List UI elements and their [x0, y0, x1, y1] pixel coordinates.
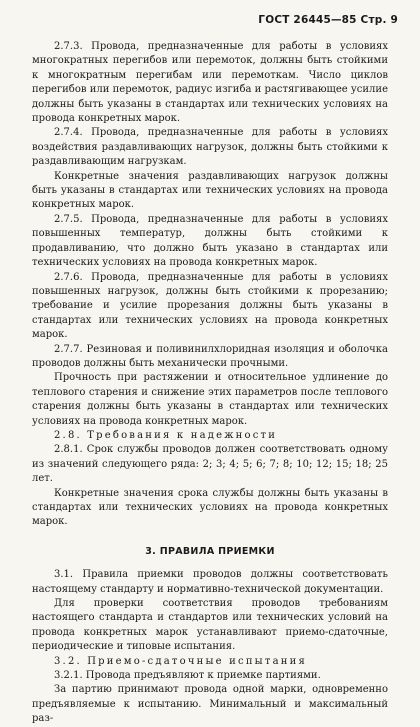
paragraph-2-7-6: 2.7.6. Провода, предназначенные для работы в условиях повышенных нагрузок, должны быть стойкими к прорезанию; требование и усилие прорезания должны быть указаны в стандартах или технических условиях на провода конкретных марок. — [32, 271, 388, 341]
paragraph-batch: За партию принимают провода одной марки, одновременно предъявляемые к испытанию. Минимальный и максимальный раз- — [32, 684, 388, 725]
paragraph-2-7-3: 2.7.3. Провода, предназначенные для работы в условиях многократных перегибов или перемоток, должны быть стойкими к многократным перегибам или перемоткам. Число циклов перегибов или перемоток, радиус изгиба и растягивающее усилие должны быть указаны в стандартах или технических условиях на провода конкретных марок. — [32, 41, 388, 125]
paragraph-2-8-1: 2.8.1. Срок службы проводов должен соответствовать одному из значений следующего ряда: 2; 3; 4; 5; 6; 7; 8; 10; 12; 15; 18; 25 лет. — [32, 444, 388, 485]
section-title-3: 3. ПРАВИЛА ПРИЕМКИ — [145, 545, 275, 557]
paragraph-3-1: 3.1. Правила приемки проводов должны соответствовать настоящему стандарту и нормативно-технической документации. — [32, 569, 388, 595]
paragraph-tests-types: Для проверки соответствия проводов требованиям настоящего стандарта и стандартов или технических условий на провода конкретных марок устанавливают приемо-сдаточные, периодические и типовые испытания. — [32, 598, 388, 653]
paragraph-3-2-1: 3.2.1. Провода предъявляют к приемке партиями. — [54, 670, 321, 682]
paragraph-2-7-7: 2.7.7. Резиновая и поливинилхлоридная изоляция и оболочка проводов должны быть механически прочными. — [32, 343, 388, 369]
page-header: ГОСТ 26445—85 Стр. 9 — [258, 14, 398, 26]
paragraph-2-7-5: 2.7.5. Провода, предназначенные для работы в условиях повышенных температур, должны быть стойкими к продавливанию, что должно быть указано в стандартах или технических условиях на провода конкретных марок. — [32, 213, 388, 269]
subsection-heading-3-2: 3.2. Приемо-сдаточные испытания — [54, 655, 307, 667]
paragraph-strength: Прочность при растяжении и относительное удлинение до теплового старения и снижение этих параметров после теплового старения должны быть указаны в стандартах или технических условиях на провода конкретных марок. — [32, 372, 388, 427]
paragraph-crush-values: Конкретные значения раздавливающих нагрузок должны быть указаны в стандартах или технических условиях на провода конкретных марок. — [32, 170, 388, 211]
paragraph-service-life: Конкретные значения срока службы должны быть указаны в стандартах или технических условиях на провода конкретных марок. — [32, 487, 388, 528]
paragraph-2-7-4: 2.7.4. Провода, предназначенные для работы в условиях воздействия раздавливающих нагрузок, должны быть стойкими к раздавливающим нагрузкам. — [32, 127, 388, 168]
document-body — [32, 40, 388, 727]
subsection-heading-2-8: 2.8. Требования к надежности — [54, 429, 278, 441]
